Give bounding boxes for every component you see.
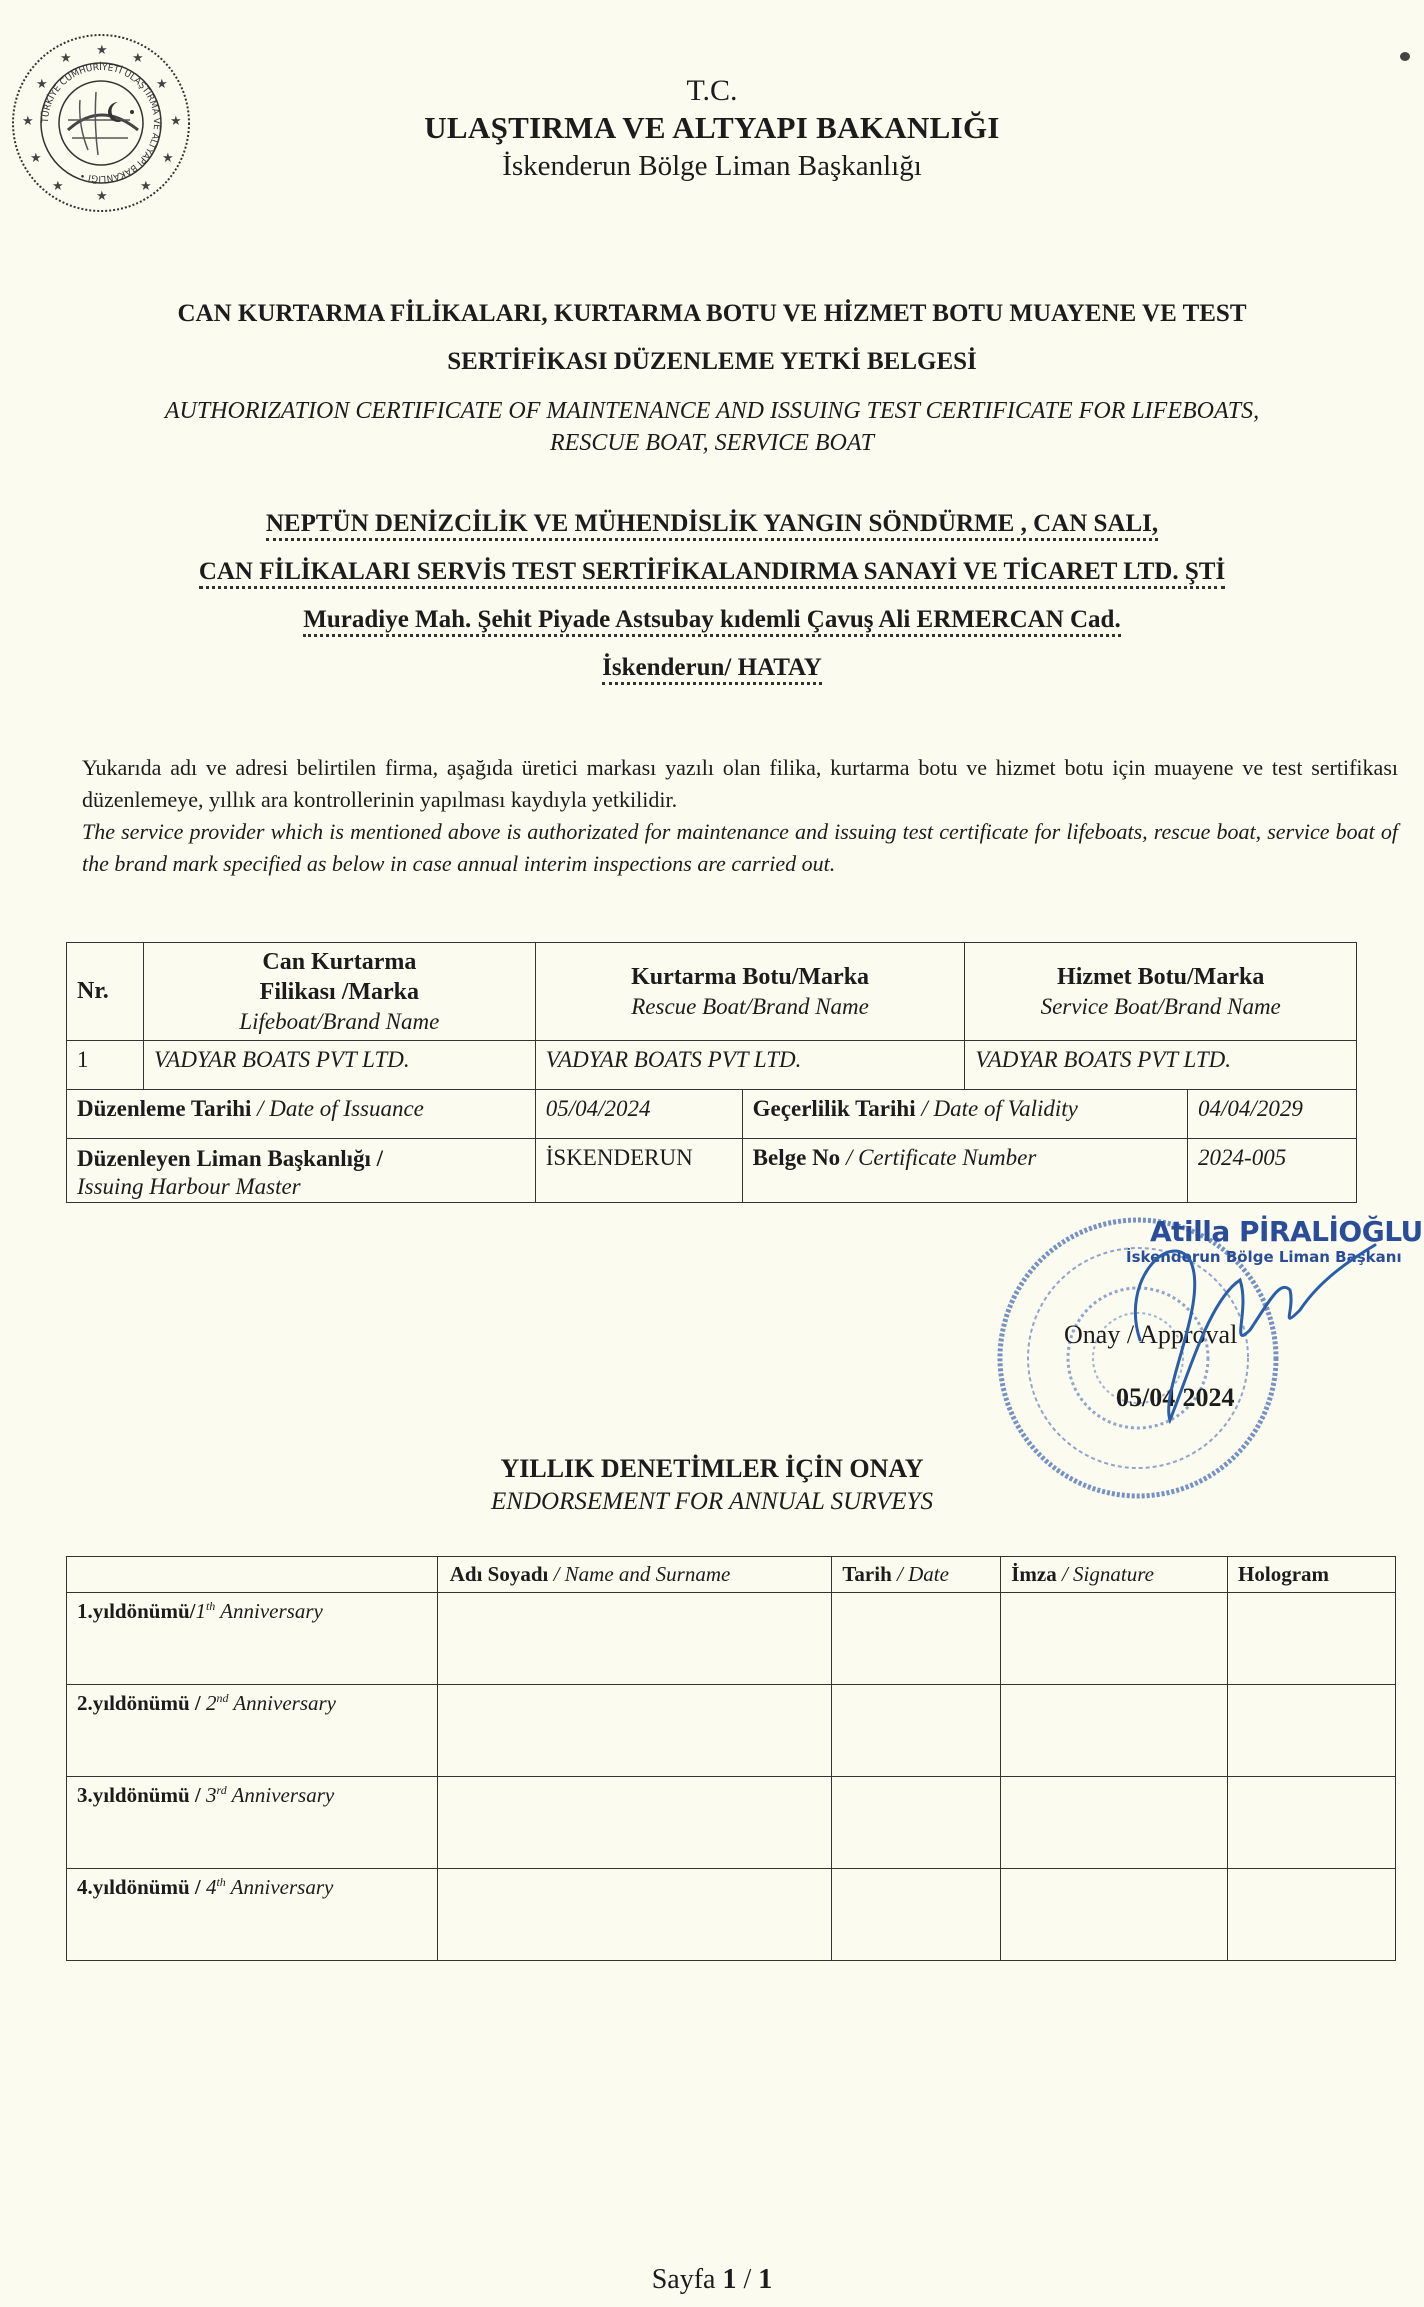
signer-name: Atilla PİRALİOĞLU — [1150, 1215, 1423, 1248]
approval-label: Onay / Approval — [1064, 1320, 1238, 1349]
table-row — [67, 1041, 1357, 1090]
name-cell[interactable] — [437, 1685, 832, 1777]
office-heading: İskenderun Bölge Liman Başkanlığı — [502, 150, 922, 182]
hologram-cell[interactable] — [1228, 1685, 1396, 1777]
ministry-heading: ULAŞTIRMA VE ALTYAPI BAKANLIĞI — [424, 110, 1000, 145]
document-title-en-line2: RESCUE BOAT, SERVICE BOAT — [550, 430, 874, 456]
statement-en: The service provider which is mentioned above is authorizated for maintenance and issuing test certificate for lifeboats, rescue boat, service boat of the brand mark specified as below in case annual interim inspections are carried out. — [82, 819, 1398, 876]
hologram-cell[interactable] — [1228, 1593, 1396, 1685]
anniversary-label: 2.yıldönümü / 2nd Anniversary — [67, 1685, 438, 1777]
svg-text:★: ★ — [162, 150, 174, 165]
issuance-label: Düzenleme Tarihi / Date of Issuance — [67, 1090, 536, 1139]
validity-label: Geçerlilik Tarihi / Date of Validity — [742, 1090, 1187, 1139]
rescue-brand: VADYAR BOATS PVT LTD. — [535, 1041, 965, 1090]
state-heading: T.C. — [686, 74, 738, 107]
anniversary-label: 4.yıldönümü / 4th Anniversary — [67, 1869, 438, 1961]
svg-text:★: ★ — [52, 178, 64, 193]
certificate-header-row — [67, 943, 1357, 1041]
endorsement-table — [66, 1556, 1396, 1961]
svg-text:★: ★ — [36, 76, 48, 91]
name-cell[interactable] — [437, 1593, 832, 1685]
page-number: Sayfa 1 / 1 — [651, 2264, 773, 2295]
signature-cell[interactable] — [1001, 1777, 1228, 1869]
header-service: Hizmet Botu/Marka Service Boat/Brand Name — [965, 943, 1357, 1041]
signature-cell[interactable] — [1001, 1685, 1228, 1777]
row-nr: 1 — [67, 1041, 144, 1090]
signature-cell[interactable] — [1001, 1593, 1228, 1685]
name-cell[interactable] — [437, 1869, 832, 1961]
date-cell[interactable] — [832, 1869, 1001, 1961]
document-title-tr-line2: SERTİFİKASI DÜZENLEME YETKİ BELGESİ — [447, 348, 977, 375]
scan-speck — [1400, 52, 1410, 61]
anniversary-row-2 — [67, 1685, 1396, 1777]
validity-date: 04/04/2029 — [1188, 1090, 1357, 1139]
anniversary-row-3 — [67, 1777, 1396, 1869]
endorsement-title: YILLIK DENETİMLER İÇİN ONAY — [500, 1454, 924, 1483]
date-cell[interactable] — [832, 1685, 1001, 1777]
approval-date: 05/04/2024 — [1116, 1383, 1235, 1412]
document-title-tr-line1: CAN KURTARMA FİLİKALARI, KURTARMA BOTU VE HİZMET BOTU MUAYENE VE TEST — [177, 300, 1247, 327]
dates-row — [67, 1090, 1357, 1139]
svg-text:★: ★ — [96, 188, 108, 203]
service-brand: VADYAR BOATS PVT LTD. — [965, 1041, 1357, 1090]
svg-text:★: ★ — [22, 113, 34, 128]
svg-text:★: ★ — [170, 113, 182, 128]
company-name-line2: CAN FİLİKALARI SERVİS TEST SERTİFİKALANDIRMA SANAYİ VE TİCARET LTD. ŞTİ — [0, 558, 1424, 586]
anniversary-label: 1.yıldönümü/1th Anniversary — [67, 1593, 438, 1685]
header-nr: Nr. — [67, 943, 144, 1041]
header-hologram: Hologram — [1228, 1557, 1396, 1593]
header-date: Tarih / Date — [832, 1557, 1001, 1593]
date-cell[interactable] — [832, 1777, 1001, 1869]
signer-title: İskenderun Bölge Liman Başkanı — [1126, 1248, 1402, 1266]
svg-text:★: ★ — [30, 150, 42, 165]
endorsement-subtitle: ENDORSEMENT FOR ANNUAL SURVEYS — [491, 1488, 933, 1515]
cert-number-value: 2024-005 — [1188, 1139, 1357, 1203]
header-name: Adı Soyadı / Name and Surname — [437, 1557, 832, 1593]
header-blank — [67, 1557, 438, 1593]
document-title-en-line1: AUTHORIZATION CERTIFICATE OF MAINTENANCE AND ISSUING TEST CERTIFICATE FOR LIFEBOATS, — [164, 398, 1260, 424]
date-cell[interactable] — [832, 1593, 1001, 1685]
company-address-line2: İskenderun/ HATAY — [0, 654, 1424, 682]
cert-number-label: Belge No / Certificate Number — [742, 1139, 1187, 1203]
anniversary-row-4 — [67, 1869, 1396, 1961]
name-cell[interactable] — [437, 1777, 832, 1869]
signature-cell[interactable] — [1001, 1869, 1228, 1961]
issuance-date: 05/04/2024 — [535, 1090, 742, 1139]
issuer-label: Düzenleyen Liman Başkanlığı / Issuing Harbour Master — [67, 1139, 536, 1203]
hologram-cell[interactable] — [1228, 1869, 1396, 1961]
hologram-cell[interactable] — [1228, 1777, 1396, 1869]
svg-text:★: ★ — [140, 178, 152, 193]
anniversary-label: 3.yıldönümü / 3rd Anniversary — [67, 1777, 438, 1869]
company-name-line1: NEPTÜN DENİZCİLİK VE MÜHENDİSLİK YANGIN SÖNDÜRME , CAN SALI, — [0, 510, 1424, 538]
signature-icon — [1100, 1220, 1380, 1440]
issuer-row — [67, 1139, 1357, 1203]
certificate-table — [66, 942, 1357, 1203]
svg-text:★: ★ — [156, 76, 168, 91]
header-signature: İmza / Signature — [1001, 1557, 1228, 1593]
svg-text:TÜRKİYE CUMHURİYETİ ULAŞTIRMA: TÜRKİYE CUMHURİYETİ ULAŞTIRMA VE ALTYAPI BAKANLIĞI • — [40, 62, 162, 184]
statement-tr: Yukarıda adı ve adresi belirtilen firma, aşağıda üretici markası yazılı olan filika, kurtarma botu ve hizmet botu için muayene ve test sertifikası düzenlemeye, yıllık ara kontrollerinin yapılması kaydıyla yetkilidir. — [82, 755, 1398, 812]
endorsement-header-row — [67, 1557, 1396, 1593]
header-lifeboat: Can Kurtarma Filikası /Marka Lifeboat/Brand Name — [143, 943, 535, 1041]
company-address-line1: Muradiye Mah. Şehit Piyade Astsubay kıdemli Çavuş Ali ERMERCAN Cad. — [0, 606, 1424, 634]
anniversary-row-1 — [67, 1593, 1396, 1685]
svg-text:★: ★ — [96, 42, 108, 57]
svg-text:★: ★ — [60, 50, 72, 65]
issuer-value: İSKENDERUN — [535, 1139, 742, 1203]
svg-text:★: ★ — [132, 50, 144, 65]
lifeboat-brand: VADYAR BOATS PVT LTD. — [143, 1041, 535, 1090]
header-rescue: Kurtarma Botu/Marka Rescue Boat/Brand Name — [535, 943, 965, 1041]
